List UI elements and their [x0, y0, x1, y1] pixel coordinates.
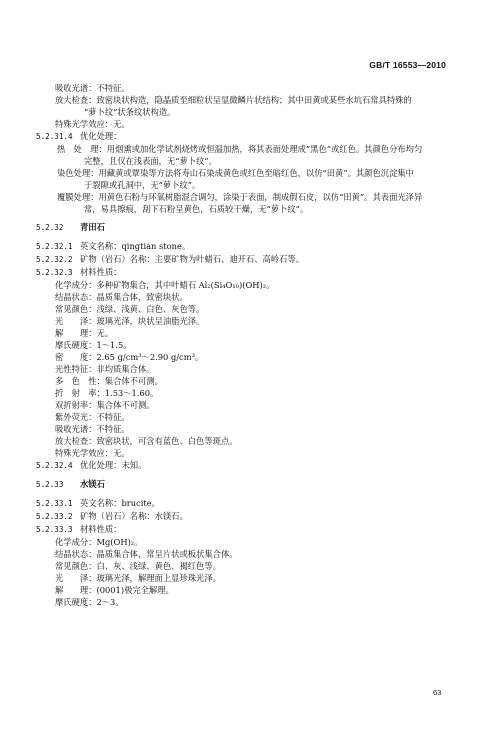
line-text: 结晶状态：晶质集合体，致密块状。 [55, 292, 188, 302]
line-text: 水镁石 [80, 479, 105, 489]
text-line [0, 143, 502, 155]
line-text: 紫外荧光：不特征。 [55, 412, 130, 422]
line-text: 于裂隙或孔洞中，无“萝卜纹”。 [84, 180, 201, 190]
line-text: 英文名称：qingtian stone。 [80, 241, 191, 251]
numbered-clause [0, 497, 502, 510]
text-line [0, 411, 502, 423]
text-line [0, 536, 502, 548]
text-line [0, 82, 502, 94]
line-text: 光性特征：非均质集合体。 [55, 364, 155, 374]
line-text: 摩氏硬度：1～1.5。 [55, 340, 132, 350]
line-text: 化学成分：多种矿物集合，其中叶蜡石 Al₂(Si₄O₁₀)(OH)₂。 [55, 280, 275, 290]
line-text: 放大检查：致密块状构造，隐晶质至细粒状呈显微鳞片状结构；其中田黄或某些水坑石常具特殊的 [55, 95, 412, 105]
text-line [0, 167, 502, 179]
line-text: 特殊光学效应：无。 [55, 448, 130, 458]
text-line [0, 118, 502, 130]
line-text: 常，易具擦痕，刮下石粉呈黄色，石质较干燥，无“萝卜纹”。 [84, 204, 309, 214]
line-text: “萝卜纹”状条纹状构造。 [84, 107, 176, 117]
line-text: 常见颜色：浅绿、浅黄、白色、灰色等。 [55, 304, 205, 314]
line-text: 矿物（岩石）名称：水镁石。 [80, 511, 188, 521]
text-line [0, 339, 502, 351]
clause-number: 5.2.32 [36, 223, 64, 232]
line-text: 折 射 率：1.53～1.60。 [55, 388, 159, 398]
text-line [0, 363, 502, 375]
numbered-clause [0, 266, 502, 279]
line-text: 常见颜色：白、灰、浅绿、黄色、褐红色等。 [55, 561, 221, 571]
text-line [0, 447, 502, 459]
text-line [0, 191, 502, 203]
clause-number: 5.2.33.3 [36, 525, 73, 534]
line-text: 光 泽：玻璃光泽，块状呈油脂光泽。 [55, 316, 205, 326]
line-text: 吸收光谱：不特征。 [55, 424, 130, 434]
line-text: 放大检查：致密块状，可含有蓝色、白色等斑点。 [55, 436, 238, 446]
line-text: 染色处理：用藏黄或覃染等方法将寿山石染成黄色或红色至暗红色，以仿“田黄”。其颜色沉淀集中 [57, 168, 414, 178]
text-line [0, 303, 502, 315]
text-line [0, 351, 502, 363]
line-text: 覆膜处理：用黄色石粉与环氧树脂混合调匀，涂染于表面，制成假石皮，以仿“田黄”。其表面光泽异 [57, 192, 423, 202]
text-line [0, 315, 502, 327]
text-line [0, 94, 502, 106]
numbered-clause [0, 130, 502, 143]
text-line [0, 387, 502, 399]
text-line [0, 399, 502, 411]
line-text: 解 理：(0001)极完全解理。 [55, 585, 174, 595]
document-body [0, 82, 502, 608]
text-line [0, 291, 502, 303]
line-text: 完整，且仅在浅表面，无“萝卜纹”。 [84, 156, 217, 166]
numbered-clause [0, 253, 502, 266]
text-line [0, 279, 502, 291]
text-line [0, 435, 502, 447]
line-text: 密 度：2.65 g/cm³～2.90 g/cm³。 [55, 352, 204, 362]
line-text: 摩氏硬度：2～3。 [55, 597, 124, 607]
text-line [0, 106, 502, 118]
clause-number: 5.2.32.4 [36, 461, 73, 470]
line-text: 材料性质： [80, 267, 122, 277]
text-line [0, 572, 502, 584]
text-line [0, 327, 502, 339]
text-line [0, 179, 502, 191]
text-line [0, 375, 502, 387]
line-text: 结晶状态：晶质集合体，常呈片状或板状集合体。 [55, 549, 238, 559]
line-text: 材料性质： [80, 524, 122, 534]
section-heading [0, 221, 502, 234]
line-text: 矿物（岩石）名称：主要矿物为叶蜡石、迪开石、高岭石等。 [80, 254, 305, 264]
clause-number: 5.2.33.1 [36, 499, 73, 508]
page-number: 63 [433, 688, 442, 697]
clause-number: 5.2.33.2 [36, 512, 73, 521]
line-text: 英文名称：brucite。 [80, 498, 160, 508]
line-text: 特殊光学效应：无。 [55, 119, 130, 129]
clause-number: 5.2.32.1 [36, 242, 73, 251]
text-line [0, 203, 502, 215]
line-text: 优化处理：未知。 [80, 460, 147, 470]
text-line [0, 584, 502, 596]
text-line [0, 155, 502, 167]
line-text: 光 泽：玻璃光泽，解理面上显珍珠光泽。 [55, 573, 221, 583]
line-text: 青田石 [80, 222, 105, 232]
line-text: 解 理：无。 [55, 328, 114, 338]
text-line [0, 596, 502, 608]
line-text: 优化处理： [80, 131, 122, 141]
line-text: 双折射率：集合体不可测。 [55, 400, 155, 410]
line-text: 吸收光谱：不特征。 [55, 83, 130, 93]
clause-number: 5.2.31.4 [36, 132, 73, 141]
line-text: 热 处 理：用烟熏或加化学试剂烧烤或恒温加热，将其表面处理成“黑色”或红色。其颜色分布均匀 [57, 144, 423, 154]
section-heading [0, 478, 502, 491]
text-line [0, 560, 502, 572]
numbered-clause [0, 240, 502, 253]
numbered-clause [0, 523, 502, 536]
clause-number: 5.2.32.3 [36, 268, 73, 277]
text-line [0, 423, 502, 435]
line-text: 多 色 性：集合体不可测。 [55, 376, 163, 386]
standard-header: GB/T 16553—2010 [369, 60, 446, 70]
line-text: 化学成分：Mg(OH)₂。 [55, 537, 143, 547]
numbered-clause [0, 459, 502, 472]
text-line [0, 548, 502, 560]
clause-number: 5.2.32.2 [36, 255, 73, 264]
clause-number: 5.2.33 [36, 480, 64, 489]
numbered-clause [0, 510, 502, 523]
